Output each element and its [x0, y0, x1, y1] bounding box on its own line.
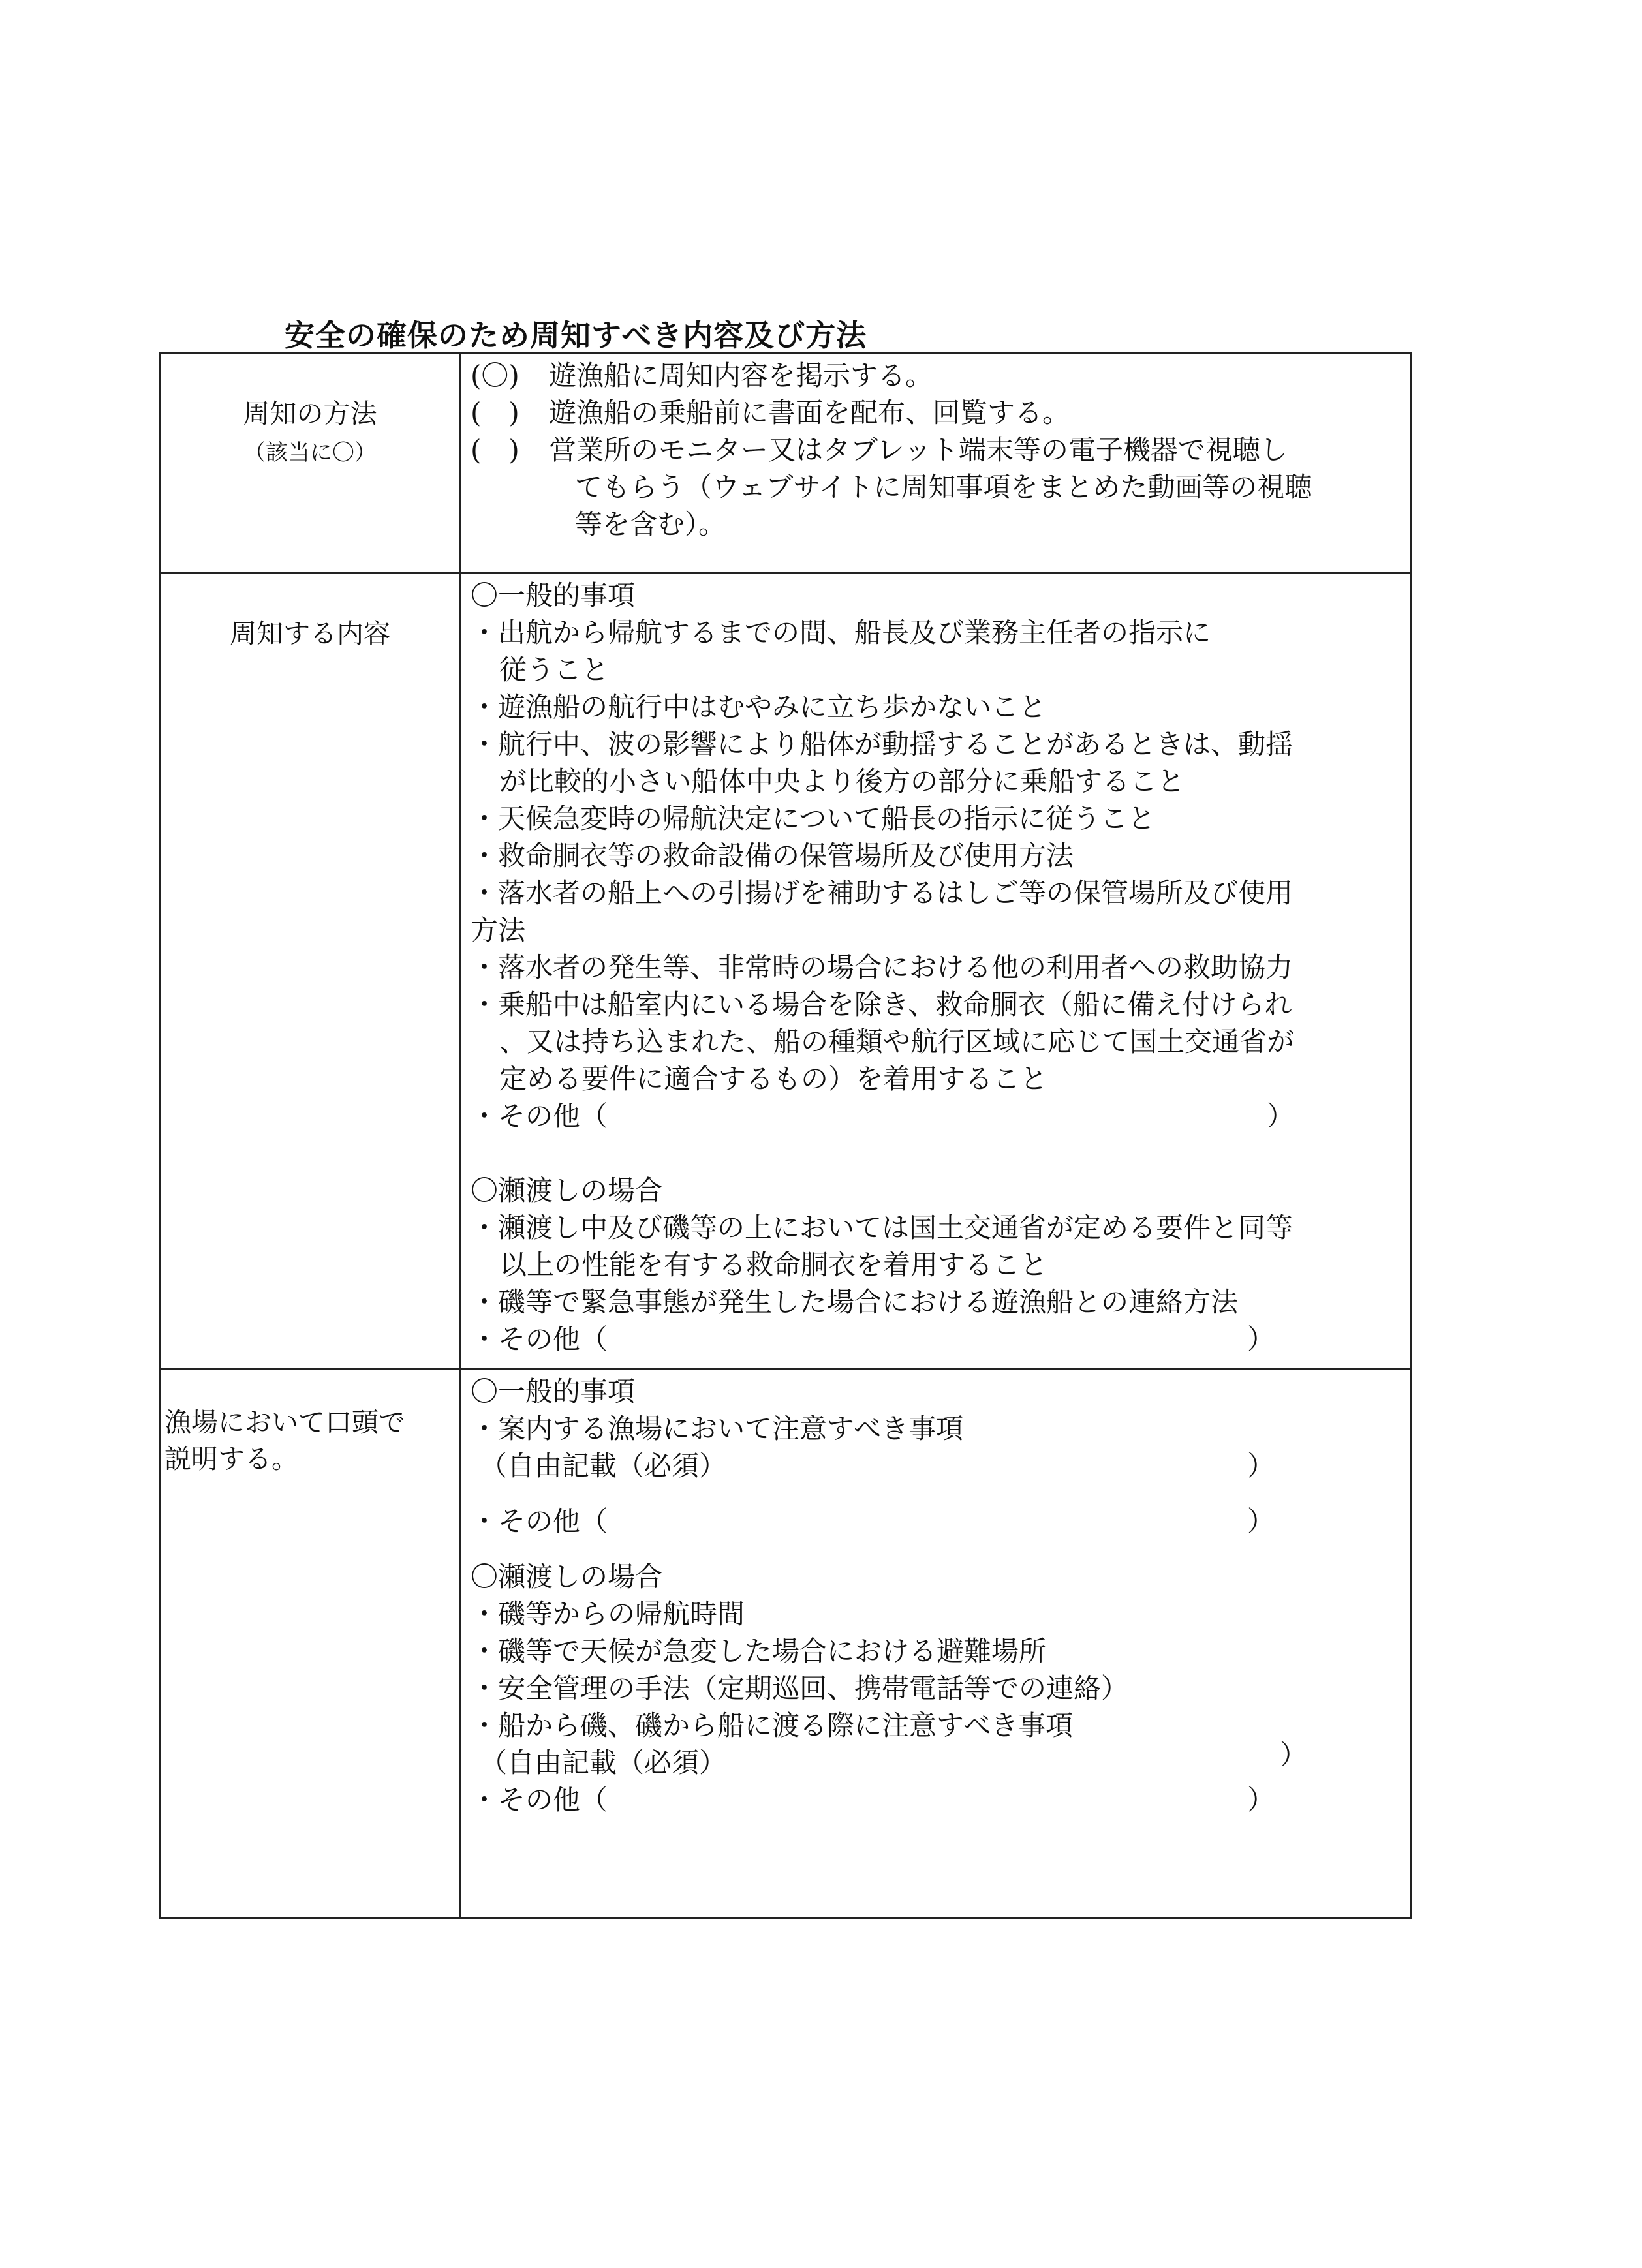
- seto-item: ・瀬渡し中及び磯等の上においては国土交通省が定める要件と同等: [471, 1212, 1293, 1244]
- notice-table: [159, 352, 1412, 1919]
- other-label: ・その他（: [471, 1505, 608, 1537]
- oral-seto-item: ・船から磯、磯から船に渡る際に注意すべき事項: [471, 1709, 1074, 1741]
- general-item: ・遊漁船の航行中はむやみに立ち歩かないこと: [471, 691, 1047, 723]
- option-1-mark[interactable]: (〇): [471, 360, 519, 391]
- general-item-cont: が比較的小さい船体中央より後方の部分に乗船すること: [499, 765, 1185, 797]
- oral-seto-heading: 〇瀬渡しの場合: [471, 1561, 663, 1593]
- seto-heading: 〇瀬渡しの場合: [471, 1174, 663, 1206]
- method-label: 周知の方法: [243, 398, 377, 429]
- general-other: [471, 1097, 1403, 1135]
- table-row-method: [160, 354, 1411, 574]
- oral-label-line-2: 説明する。: [164, 1443, 298, 1475]
- table-row-oral: [160, 1370, 1411, 1918]
- option-3-mark[interactable]: ( ): [471, 434, 519, 466]
- method-option-2: [471, 394, 1403, 431]
- oral-general-other: [471, 1503, 1403, 1540]
- content-cell: [461, 574, 1411, 1370]
- oral-label-line-1: 漁場において口頭で: [164, 1407, 405, 1438]
- option-2-text: 遊漁船の乗船前に書面を配布、回覧する。: [549, 397, 1070, 429]
- content-label-cell: [160, 574, 461, 1370]
- free-text-field-close[interactable]: ）: [1247, 1450, 1275, 1482]
- content-label: 周知する内容: [230, 618, 390, 649]
- free-text-label: （自由記載（必須）: [480, 1747, 727, 1779]
- oral-seto-item: ・磯等からの帰航時間: [471, 1598, 745, 1630]
- oral-seto-item: ・磯等で天候が急変した場合における避難場所: [471, 1635, 1047, 1667]
- free-text-field-close[interactable]: ）: [1280, 1739, 1308, 1771]
- general-item: ・出航から帰航するまでの間、船長及び業務主任者の指示に: [471, 617, 1211, 649]
- oral-content-cell: [461, 1370, 1411, 1918]
- general-item-cont: 定める要件に適合するもの）を着用すること: [499, 1063, 1048, 1095]
- method-option-1: [471, 357, 1403, 394]
- seto-item-cont: 以上の性能を有する救命胴衣を着用すること: [499, 1249, 1048, 1281]
- method-option-3: [471, 431, 1403, 468]
- general-heading: 〇一般的事項: [471, 579, 636, 611]
- page-title: 安全の確保のため周知すべき内容及び方法: [285, 318, 867, 353]
- oral-seto-item: ・安全管理の手法（定期巡回、携帯電話等での連絡）: [471, 1672, 1129, 1704]
- table-row-content: [160, 574, 1411, 1370]
- method-content-cell: [461, 354, 1411, 574]
- oral-seto-other: [471, 1781, 1403, 1818]
- other-field-close[interactable]: ）: [1247, 1323, 1275, 1355]
- method-option-3-cont1: てもらう（ウェブサイトに周知事項をまとめた動画等の視聴: [575, 471, 1312, 503]
- oral-label: [161, 1404, 459, 1477]
- oral-label-cell: [160, 1370, 461, 1918]
- general-item: ・救命胴衣等の救命設備の保管場所及び使用方法: [471, 840, 1074, 872]
- method-option-3-cont2: 等を含む）。: [575, 508, 726, 540]
- other-field-close[interactable]: ）: [1247, 1505, 1275, 1537]
- free-text-label: （自由記載（必須）: [480, 1450, 727, 1482]
- general-item: ・落水者の発生等、非常時の場合における他の利用者への救助協力: [471, 951, 1293, 983]
- method-sublabel: （該当に〇）: [243, 440, 377, 466]
- oral-general-item: ・案内する漁場において注意すべき事項: [471, 1413, 964, 1445]
- other-label: ・その他（: [471, 1323, 608, 1355]
- option-1-text: 遊漁船に周知内容を掲示する。: [549, 360, 933, 391]
- other-field-close[interactable]: ）: [1247, 1784, 1275, 1816]
- other-field-close[interactable]: ）: [1267, 1100, 1295, 1132]
- seto-other: [471, 1321, 1403, 1358]
- general-item: ・落水者の船上への引揚げを補助するはしご等の保管場所及び使用: [471, 877, 1293, 909]
- general-item: ・乗船中は船室内にいる場合を除き、救命胴衣（船に備え付けられ: [471, 988, 1292, 1020]
- option-2-mark[interactable]: ( ): [471, 397, 519, 429]
- oral-general-note: [471, 1447, 1403, 1484]
- method-label-cell: [160, 354, 461, 574]
- other-label: ・その他（: [471, 1784, 608, 1816]
- option-3-text: 営業所のモニター又はタブレット端末等の電子機器で視聴し: [549, 434, 1288, 466]
- general-item-cont: 従うこと: [499, 654, 610, 686]
- general-item-cont: 、又は持ち込まれた、船の種類や航行区域に応じて国土交通省が: [499, 1026, 1295, 1058]
- oral-seto-note: [471, 1739, 1403, 1781]
- general-item-cont: 方法: [471, 914, 526, 946]
- other-label: ・その他（: [471, 1100, 608, 1132]
- general-item: ・航行中、波の影響により船体が動揺することがあるときは、動揺: [471, 728, 1293, 760]
- general-item: ・天候急変時の帰航決定について船長の指示に従うこと: [471, 803, 1156, 835]
- oral-general-heading: 〇一般的事項: [471, 1375, 636, 1407]
- seto-item: ・磯等で緊急事態が発生した場合における遊漁船との連絡方法: [471, 1286, 1239, 1318]
